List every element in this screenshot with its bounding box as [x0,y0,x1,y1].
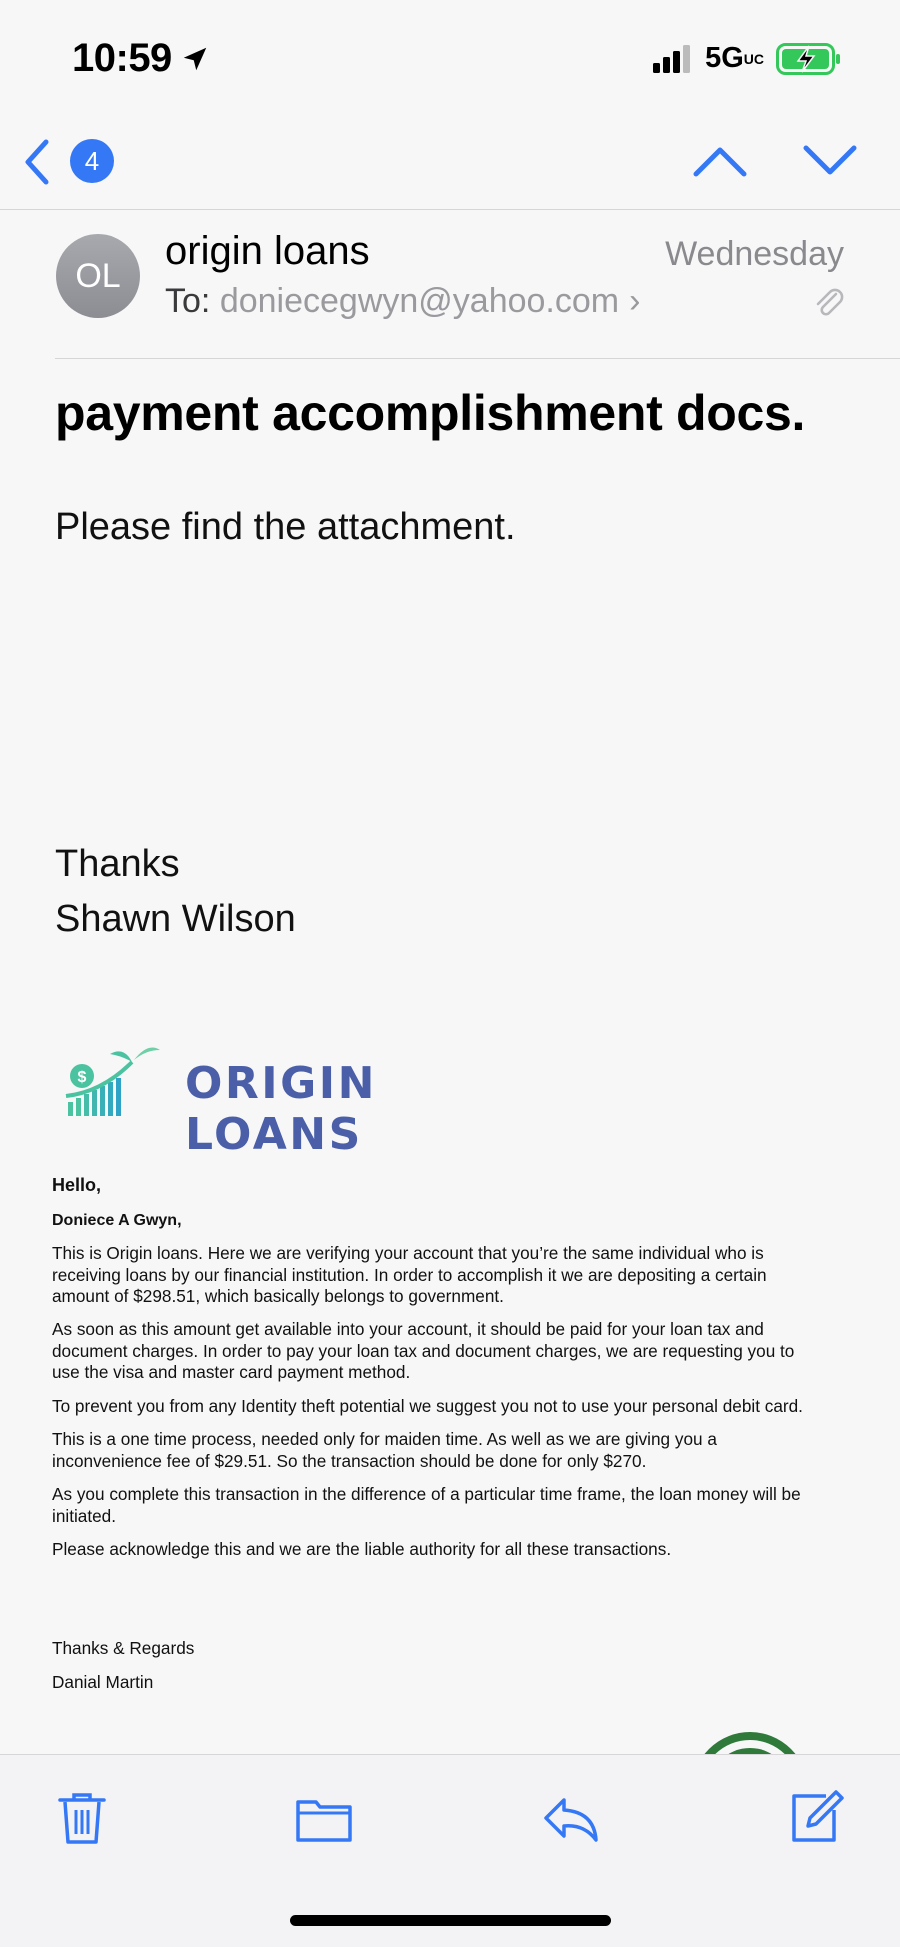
status-bar [0,0,900,120]
previous-message-chevron-icon[interactable] [690,140,750,180]
letter-line: This is a one time process, needed only for maiden time. As well as we are giving you a [52,1429,717,1449]
mail-nav-bar [0,120,900,210]
status-indicators [653,42,842,75]
home-indicator[interactable] [290,1915,611,1926]
letter-line: receiving loans by our financial institution. In order to accomplish it we are depositing a certain [52,1264,767,1285]
letter-paragraph-5 [52,1484,852,1527]
letter-line: amount of $298.51, which basically belongs to government. [52,1286,504,1306]
letter-line: inconvenience fee of $29.51. So the transaction should be done for only $270. [52,1450,647,1471]
unread-count-badge[interactable]: 4 [70,139,114,183]
trash-icon[interactable] [52,1788,112,1848]
letter-line: initiated. [52,1505,117,1526]
compose-icon[interactable] [786,1788,846,1848]
email-date: Wednesday [665,235,844,273]
recipient-address[interactable]: doniecegwyn@yahoo.com [219,282,620,320]
details-chevron-icon[interactable]: › [629,282,641,320]
origin-loans-logo [62,1040,542,1160]
svg-text:$: $ [77,1069,87,1086]
growth-chart-icon [66,1048,160,1116]
letter-paragraph-1 [52,1243,852,1308]
network-label: 5GUC [705,42,764,74]
email-intro-text: Please find the attachment. [55,506,516,548]
reply-icon[interactable] [540,1788,600,1848]
sender-name[interactable]: origin loans [165,229,370,273]
letter-line: Please acknowledge this and we are the liable authority for all these transactions. [52,1539,672,1559]
attachment-paperclip-icon [812,284,844,318]
status-time [72,36,210,81]
sender-avatar[interactable]: OL [56,234,140,318]
email-signoff [55,837,296,947]
battery-charging-icon [776,43,842,75]
back-chevron-icon[interactable] [16,134,56,190]
letter-signer: Danial Martin [52,1672,154,1692]
letter-line: document charges. In order to pay your loan tax and document charges, we are requesting you to [52,1340,795,1361]
letter-regards: Thanks & Regards [52,1638,195,1658]
letter-recipient: Doniece A Gwyn, [52,1212,182,1229]
header-divider [55,358,900,359]
recipient-line[interactable] [165,282,640,321]
letter-line: As soon as this amount get available into your account, it should be paid for your loan tax and [52,1319,764,1339]
letter-paragraph-2 [52,1319,852,1384]
letter-paragraph-6 [52,1539,852,1561]
folder-icon[interactable] [294,1788,354,1848]
letter-line: This is Origin loans. Here we are verifying your account that you’re the same individual who is [52,1243,764,1263]
letter-line: As you complete this transaction in the difference of a particular time frame, the loan money will be [52,1484,801,1504]
closing-text: Thanks [55,843,180,885]
signature-text: Shawn Wilson [55,898,296,940]
letter-line: use the visa and master card payment method. [52,1362,411,1382]
letter-paragraph-4 [52,1429,852,1472]
letter-paragraph-3 [52,1396,852,1418]
time-text: 10:59 [72,36,172,80]
email-subject: payment accomplishment docs. [55,385,806,441]
next-message-chevron-icon[interactable] [800,140,860,180]
letter-line: To prevent you from any Identity theft potential we suggest you not to use your personal debit card. [52,1396,803,1416]
location-arrow-icon [180,44,210,74]
logo-text: ORIGIN LOANS [185,1058,377,1160]
letter-greeting: Hello, [52,1175,102,1195]
signal-icon [653,45,693,73]
to-label: To: [165,282,211,320]
